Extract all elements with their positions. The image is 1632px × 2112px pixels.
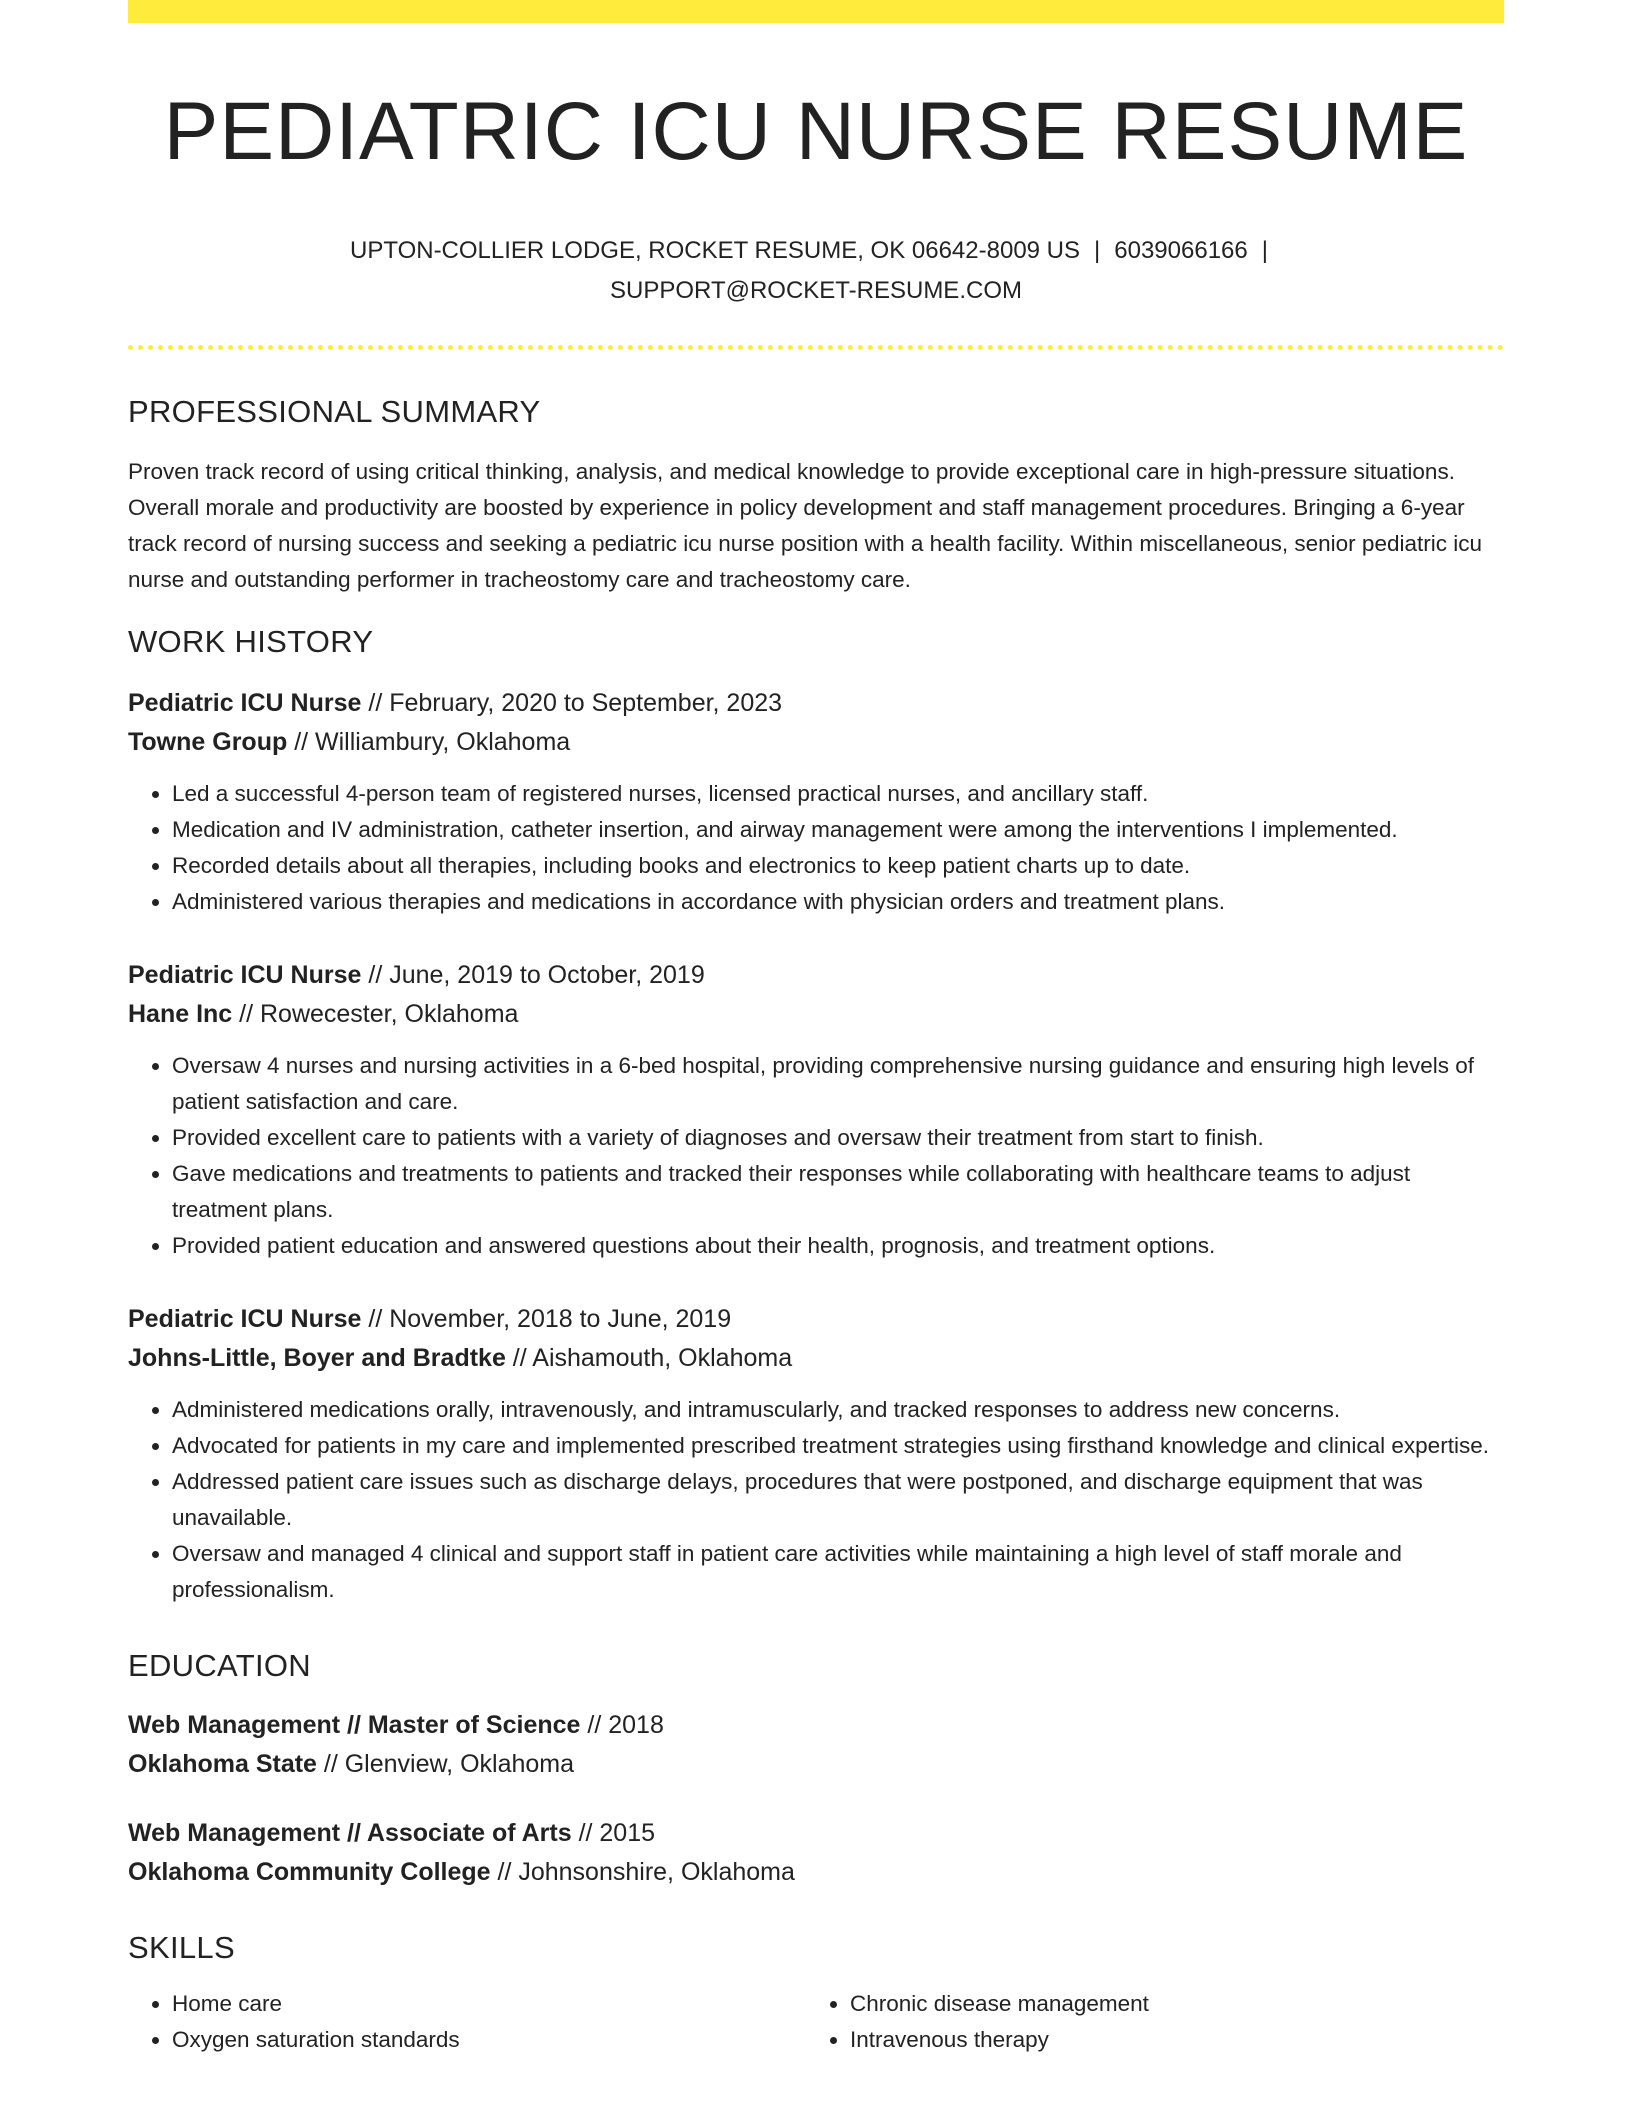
education-location: // Johnsonshire, Oklahoma (490, 1858, 795, 1886)
job-location: // Aishamouth, Oklahoma (505, 1344, 793, 1372)
job-title: Pediatric ICU Nurse (128, 689, 362, 717)
list-item: • Advocated for patients in my care and implemented prescribed treatment strategies using firsthand knowledge and clinical expertise. (172, 1428, 1504, 1464)
job-location: // Rowecester, Oklahoma (232, 1000, 519, 1028)
job-company: Johns-Little, Boyer and Bradtke (128, 1344, 506, 1372)
list-item: • Administered medications orally, intravenously, and intramuscularly, and tracked responses to address new concerns. (172, 1392, 1504, 1428)
education-entry (128, 1814, 1504, 1892)
job-bullets (128, 1048, 1504, 1264)
job-dates: // February, 2020 to September, 2023 (361, 689, 783, 717)
education-degree-line (128, 1814, 1504, 1853)
job-title-line (128, 684, 1504, 723)
skills-heading: SKILLS (128, 1930, 235, 1965)
list-item: • Administered various therapies and medications in accordance with physician orders and treatment plans. (172, 884, 1504, 920)
dotted-divider (128, 345, 1504, 350)
education-heading: EDUCATION (128, 1648, 311, 1683)
job-entry (128, 956, 1504, 1264)
education-school-line (128, 1745, 1504, 1784)
list-item: • Chronic disease management (850, 1986, 1484, 2022)
contact-address: UPTON-COLLIER LODGE, ROCKET RESUME, OK 06642-8009 US (350, 237, 1081, 264)
list-item: • Intravenous therapy (850, 2022, 1484, 2058)
list-item: • Provided excellent care to patients with a variety of diagnoses and oversaw their treatment from start to finish. (172, 1120, 1504, 1156)
list-item: • Oversaw 4 nurses and nursing activities in a 6-bed hospital, providing comprehensive nursing guidance and ensuring high levels of patient satisfaction and care. (172, 1048, 1504, 1120)
skills-column-right (806, 1986, 1484, 2058)
job-entry (128, 1300, 1504, 1608)
job-dates: // November, 2018 to June, 2019 (361, 1305, 732, 1333)
contact-separator: | (1261, 237, 1268, 264)
summary-heading: PROFESSIONAL SUMMARY (128, 394, 541, 429)
job-title: Pediatric ICU Nurse (128, 1305, 362, 1333)
list-item: • Provided patient education and answered questions about their health, prognosis, and treatment options. (172, 1228, 1504, 1264)
work-history-heading: WORK HISTORY (128, 624, 374, 659)
education-degree: Web Management // Associate of Arts (128, 1819, 572, 1847)
job-company-line (128, 723, 1504, 762)
job-company: Towne Group (128, 728, 288, 756)
education-school: Oklahoma State (128, 1750, 317, 1778)
education-year: // 2015 (571, 1819, 656, 1847)
skills-list (128, 1986, 1504, 2058)
job-title-line (128, 956, 1504, 995)
summary-text: Proven track record of using critical thinking, analysis, and medical knowledge to provide exceptional care in high-pressure situations. Overall morale and productivity are boosted by experience in policy development and staff management procedures. Bringing a 6-year track record of nursing success and seeking a pediatric icu nurse position with a health facility. Within miscellaneous, senior pediatric icu nurse and outstanding performer in tracheostomy care and tracheostomy care. (128, 459, 1482, 592)
education-degree: Web Management // Master of Science (128, 1711, 581, 1739)
contact-line-1 (128, 231, 1504, 271)
job-title: Pediatric ICU Nurse (128, 961, 362, 989)
list-item: • Addressed patient care issues such as discharge delays, procedures that were postponed, and discharge equipment that was unavailable. (172, 1464, 1504, 1536)
job-location: // Williambury, Oklahoma (287, 728, 571, 756)
list-item: • Led a successful 4-person team of registered nurses, licensed practical nurses, and ancillary staff. (172, 776, 1504, 812)
list-item: • Oversaw and managed 4 clinical and support staff in patient care activities while maintaining a high level of staff morale and professionalism. (172, 1536, 1504, 1608)
job-dates: // June, 2019 to October, 2019 (361, 961, 705, 989)
contact-line-2 (128, 271, 1504, 311)
list-item: • Home care (172, 1986, 806, 2022)
accent-top-bar (128, 0, 1504, 23)
education-year: // 2018 (580, 1711, 664, 1739)
list-item: • Gave medications and treatments to patients and tracked their responses while collaborating with healthcare teams to adjust treatment plans. (172, 1156, 1504, 1228)
education-entry (128, 1706, 1504, 1784)
contact-info (128, 231, 1504, 311)
job-company: Hane Inc (128, 1000, 233, 1028)
list-item: • Medication and IV administration, catheter insertion, and airway management were among the interventions I implemented. (172, 812, 1504, 848)
education-degree-line (128, 1706, 1504, 1745)
resume-title: PEDIATRIC ICU NURSE RESUME (163, 86, 1469, 177)
skills-column-left (128, 1986, 806, 2058)
education-school: Oklahoma Community College (128, 1858, 491, 1886)
job-entry (128, 684, 1504, 920)
job-company-line (128, 995, 1504, 1034)
job-bullets (128, 776, 1504, 920)
job-company-line (128, 1339, 1504, 1378)
job-bullets (128, 1392, 1504, 1608)
list-item: • Oxygen saturation standards (172, 2022, 806, 2058)
job-title-line (128, 1300, 1504, 1339)
contact-email[interactable]: SUPPORT@ROCKET-RESUME.COM (610, 277, 1022, 304)
contact-separator: | (1094, 237, 1101, 264)
resume-content (128, 23, 1504, 2058)
list-item: • Recorded details about all therapies, including books and electronics to keep patient charts up to date. (172, 848, 1504, 884)
contact-phone[interactable]: 6039066166 (1114, 237, 1248, 264)
education-school-line (128, 1853, 1504, 1892)
education-location: // Glenview, Oklahoma (316, 1750, 575, 1778)
